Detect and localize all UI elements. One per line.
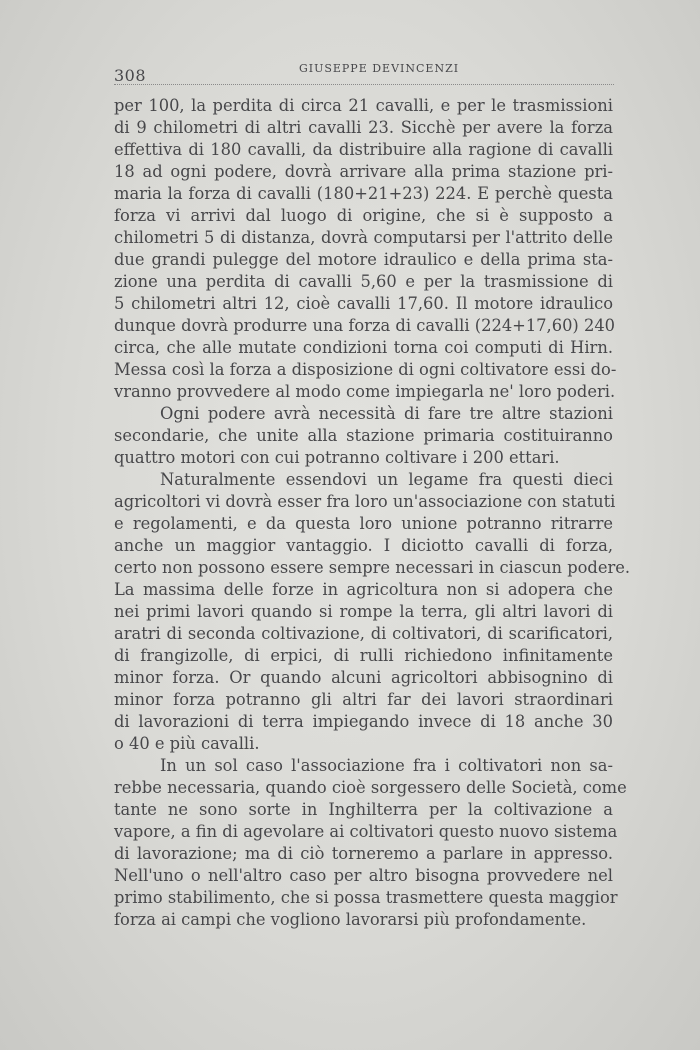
text-line: La massima delle forze in agricoltura non si adopera che: [114, 580, 613, 599]
text-line: maria la forza di cavalli (180+21+23) 224. E perchè questa: [114, 184, 613, 203]
text-line: aratri di seconda coltivazione, di coltivatori, di scarificatori,: [114, 624, 613, 643]
text-line: zione una perdita di cavalli 5,60 e per la trasmissione di: [114, 272, 613, 291]
text-line: di lavorazioni di terra impiegando invece di 18 anche 30: [114, 712, 613, 731]
text-line: di lavorazione; ma di ciò torneremo a parlare in appresso.: [114, 844, 613, 863]
text-line: Nell'uno o nell'altro caso per altro bisogna provvedere nel: [114, 866, 613, 885]
text-line: di frangizolle, di erpici, di rulli richiedono infinitamente: [114, 646, 613, 665]
text-line: effettiva di 180 cavalli, da distribuire alla ragione di cavalli: [114, 140, 613, 159]
page-header: [114, 62, 614, 88]
paragraph: [114, 403, 613, 469]
text-line: certo non possono essere sempre necessari in ciascun podere.: [114, 558, 631, 577]
text-line: o 40 e più cavalli.: [114, 734, 260, 753]
text-line: secondarie, che unite alla stazione primaria costituiranno: [114, 426, 613, 445]
text-line: 18 ad ogni podere, dovrà arrivare alla prima stazione pri-: [114, 162, 613, 181]
body-text: [114, 95, 631, 931]
text-line: nei primi lavori quando si rompe la terra, gli altri lavori di: [114, 602, 613, 621]
text-line: e regolamenti, e da questa loro unione potranno ritrarre: [114, 514, 613, 533]
text-line: di 9 chilometri di altri cavalli 23. Sicchè per avere la forza: [114, 118, 613, 137]
paragraph: [114, 755, 627, 931]
text-line: per 100, la perdita di circa 21 cavalli, e per le trasmissioni: [114, 96, 613, 115]
text-line: 5 chilometri altri 12, cioè cavalli 17,60. Il motore idraulico: [114, 294, 613, 313]
text-line: minor forza potranno gli altri far dei lavori straordinari: [114, 690, 613, 709]
text-line: vranno provvedere al modo come impiegarla ne' loro poderi.: [114, 382, 616, 401]
header-rule: [114, 84, 614, 85]
text-line: Messa così la forza a disposizione di ogni coltivatore essi do-: [114, 360, 617, 379]
text-line: minor forza. Or quando alcuni agricoltori abbisognino di: [114, 668, 613, 687]
paragraph: [114, 469, 631, 755]
text-line: quattro motori con cui potranno coltivare i 200 ettari.: [114, 448, 560, 467]
text-line: Naturalmente essendovi un legame fra questi dieci: [160, 470, 613, 489]
text-line: circa, che alle mutate condizioni torna coi computi di Hirn.: [114, 338, 613, 357]
text-line: forza ai campi che vogliono lavorarsi più profondamente.: [114, 910, 587, 929]
text-line: anche un maggior vantaggio. I diciotto cavalli di forza,: [114, 536, 613, 555]
text-line: rebbe necessaria, quando cioè sorgessero delle Società, come: [114, 778, 627, 797]
paragraph: [114, 95, 617, 403]
page-number: 308: [114, 66, 147, 85]
text-line: agricoltori vi dovrà esser fra loro un'associazione con statuti: [114, 492, 616, 511]
text-line: Ogni podere avrà necessità di fare tre altre stazioni: [160, 404, 613, 423]
text-line: tante ne sono sorte in Inghilterra per la coltivazione a: [114, 800, 613, 819]
text-line: chilometri 5 di distanza, dovrà computarsi per l'attrito delle: [114, 228, 613, 247]
text-line: dunque dovrà produrre una forza di cavalli (224+17,60) 240: [114, 316, 616, 335]
text-line: vapore, a fin di agevolare ai coltivatori questo nuovo sistema: [114, 822, 618, 841]
text-line: forza vi arrivi dal luogo di origine, che si è supposto a: [114, 206, 613, 225]
text-line: In un sol caso l'associazione fra i coltivatori non sa-: [160, 756, 613, 775]
text-line: due grandi pulegge del motore idraulico e della prima sta-: [114, 250, 613, 269]
running-title: GIUSEPPE DEVINCENZI: [298, 62, 460, 75]
text-line: primo stabilimento, che si possa trasmettere questa maggior: [114, 888, 618, 907]
